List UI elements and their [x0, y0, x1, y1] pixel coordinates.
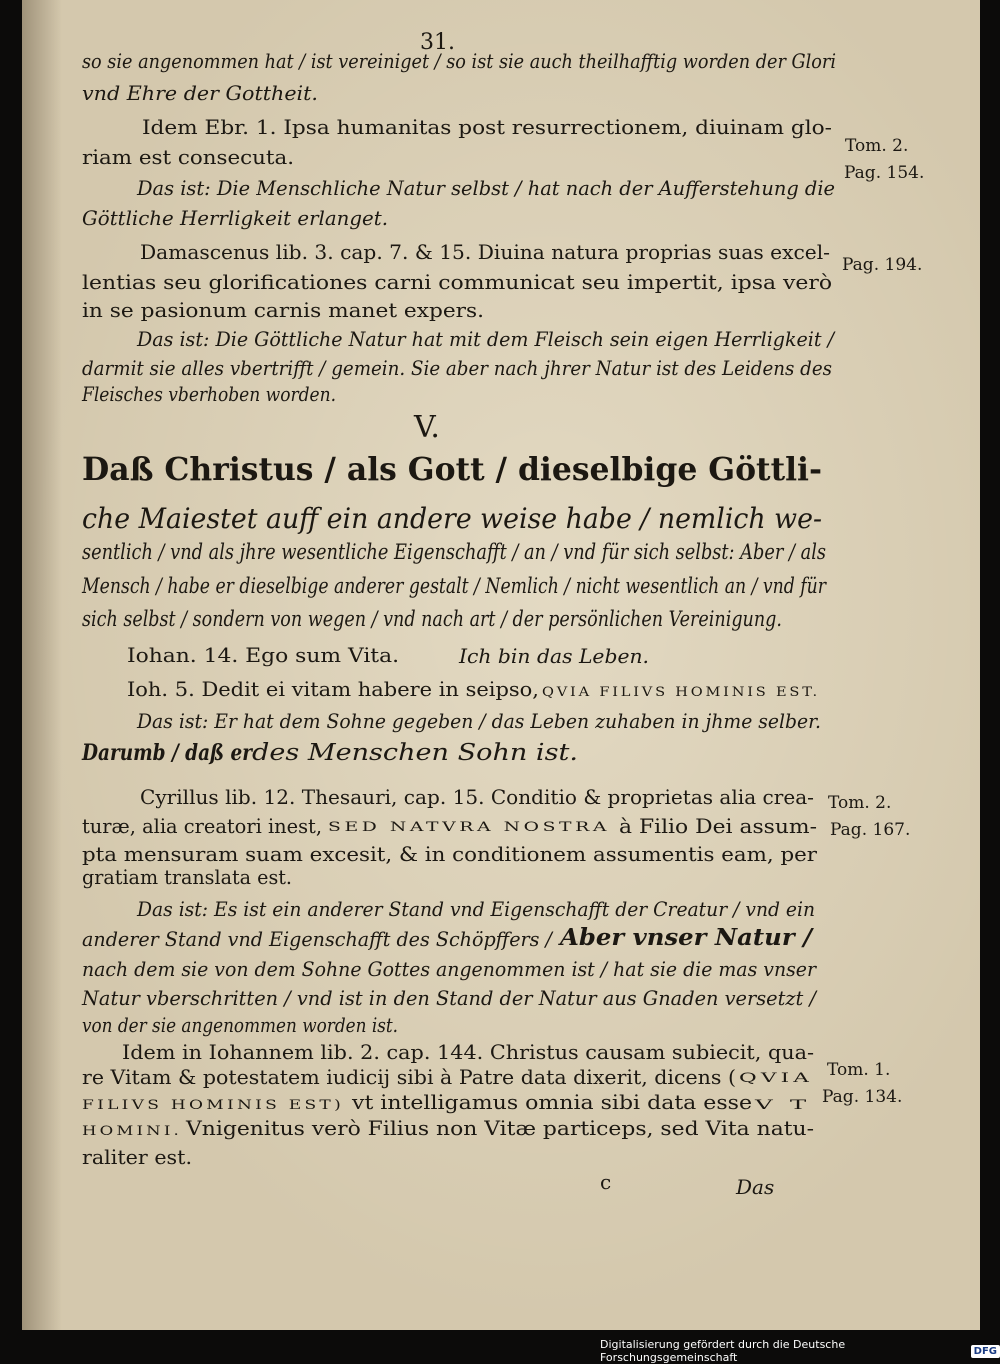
text-line-l19a: Iohan. 14. Ego sum Vita.	[127, 643, 400, 667]
text-line-l15: che Maiestet auff ein andere weise habe / nemlich we-	[82, 502, 822, 535]
text-line-l12: Fleisches vberhoben worden.	[82, 383, 336, 406]
text-line-l33a: re Vitam & potestatem iudicij sibi à Patre data dixerit, dicens (	[82, 1065, 736, 1089]
margin-note-m7: Pag. 134.	[822, 1087, 903, 1107]
text-line-l21: Das ist: Er hat dem Sohne gegeben / das Leben zuhaben in jhme selber.	[137, 710, 822, 733]
text-line-l20a: Ioh. 5. Dedit ei vitam habere in seipso,	[127, 677, 539, 701]
text-line-l8: lentias seu glorificationes carni communicat seu impertit, ipsa verò	[82, 270, 833, 294]
text-line-l7: Damascenus lib. 3. cap. 7. & 15. Diuina natura proprias suas excel-	[140, 240, 830, 264]
page-number: 31.	[420, 30, 455, 55]
text-line-l11: darmit sie alles vbertrifft / gemein. Sie aber nach jhrer Natur ist des Leidens des	[82, 357, 833, 380]
margin-note-m4: Tom. 2.	[828, 793, 892, 813]
text-line-l36: raliter est.	[82, 1145, 193, 1169]
text-line-l33b: QVIA	[739, 1071, 813, 1086]
signature-mark: c	[600, 1170, 612, 1194]
text-line-l32: Idem in Iohannem lib. 2. cap. 144. Christus causam subiecit, qua-	[122, 1040, 815, 1064]
text-line-l35a: HOMINI.	[82, 1124, 183, 1139]
margin-note-m2: Pag. 154.	[844, 163, 925, 183]
text-line-l4: riam est consecuta.	[82, 145, 294, 169]
footer-credit	[600, 1338, 1000, 1364]
text-line-l18: sich selbst / sondern von wegen / vnd nach art / der persönlichen Vereinigung.	[82, 607, 782, 631]
text-line-l30: Natur vberschritten / vnd ist in den Stand der Natur aus Gnaden versetzt /	[82, 987, 816, 1010]
text-line-l16: sentlich / vnd als jhre wesentliche Eigenschafft / an / vnd für sich selbst: Aber / als	[82, 540, 826, 564]
text-line-l2: vnd Ehre der Gottheit.	[82, 82, 318, 105]
text-line-l5: Das ist: Die Menschliche Natur selbst / hat nach der Aufferstehung die	[137, 177, 836, 200]
text-line-l35b: Vnigenitus verò Filius non Vitæ particeps, sed Vita natu-	[186, 1116, 814, 1140]
footer-text: Digitalisierung gefördert durch die Deutsche Forschungsgemeinschaft	[600, 1338, 846, 1364]
text-line-l24a: turæ, alia creatori inest,	[82, 814, 323, 838]
text-line-l29: nach dem sie von dem Sohne Gottes angenommen ist / hat sie die mas vnser	[82, 958, 817, 981]
text-line-l17: Mensch / habe er dieselbige anderer gestalt / Nemlich / nicht wesentlich an / vnd für	[82, 574, 826, 598]
text-line-l28a: anderer Stand vnd Eigenschafft des Schöpffers /	[82, 928, 552, 951]
text-line-l6: Göttliche Herrligkeit erlanget.	[82, 207, 388, 230]
text-line-l23: Cyrillus lib. 12. Thesauri, cap. 15. Conditio & proprietas alia crea-	[140, 785, 814, 809]
margin-note-m5: Pag. 167.	[830, 820, 911, 840]
text-line-l26: gratiam translata est.	[82, 865, 293, 889]
margin-note-m6: Tom. 1.	[827, 1060, 891, 1080]
text-line-l3: Idem Ebr. 1. Ipsa humanitas post resurrectionem, diuinam glo-	[142, 115, 832, 139]
text-line-l34c: V T	[755, 1098, 811, 1113]
margin-note-m1: Tom. 2.	[845, 136, 909, 156]
text-line-l24c: à Filio Dei assum-	[619, 814, 818, 838]
text-line-l27: Das ist: Es ist ein anderer Stand vnd Eigenschafft der Creatur / vnd ein	[137, 898, 816, 921]
text-line-l34b: vt intelligamus omnia sibi data esse	[352, 1090, 752, 1114]
section-numeral: V.	[414, 410, 440, 445]
dfg-logo: DFG	[971, 1345, 1000, 1358]
text-line-l14: Daß Christus / als Gott / dieselbige Göttli-	[82, 450, 822, 488]
text-line-l22b: des Menschen Sohn ist.	[252, 740, 578, 766]
text-line-l31: von der sie angenommen worden ist.	[82, 1014, 398, 1037]
text-line-l9: in se pasionum carnis manet expers.	[82, 298, 485, 322]
text-line-l20b: QVIA FILIVS HOMINIS EST.	[542, 685, 820, 700]
text-line-l34a: FILIVS HOMINIS EST)	[82, 1098, 344, 1113]
text-line-l10: Das ist: Die Göttliche Natur hat mit dem Fleisch sein eigen Herrligkeit /	[137, 328, 835, 351]
text-line-l28b: Aber vnser Natur /	[560, 924, 813, 951]
margin-note-m3: Pag. 194.	[842, 255, 923, 275]
text-line-l1: so sie angenommen hat / ist vereiniget / so ist sie auch theilhafftig worden der Glori	[82, 50, 836, 73]
text-line-l24b: SED NATVRA NOSTRA	[328, 820, 610, 835]
text-line-l22a: Darumb / daß er	[82, 740, 252, 766]
text-line-l19b: Ich bin das Leben.	[459, 645, 650, 668]
book-page	[22, 0, 980, 1330]
catchword: Das	[736, 1175, 775, 1199]
text-line-l25: pta mensuram suam excesit, & in conditionem assumentis eam, per	[82, 842, 817, 866]
